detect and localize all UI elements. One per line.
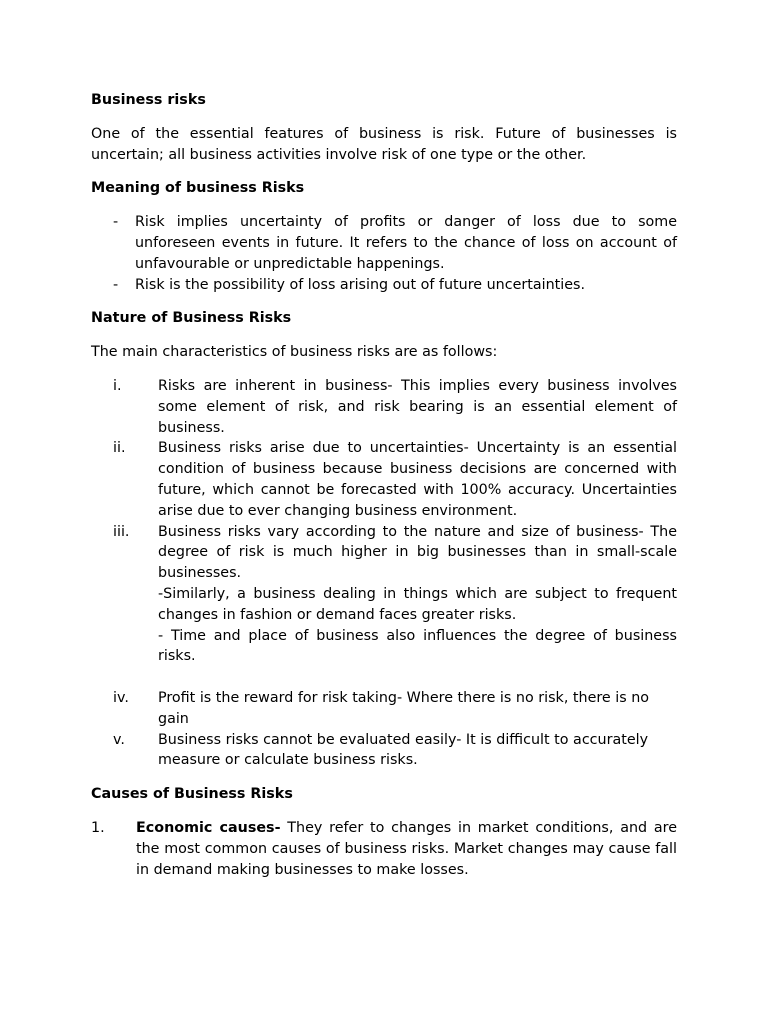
- heading-meaning: Meaning of business Risks: [91, 180, 305, 197]
- list-item: [91, 376, 677, 438]
- list-item-body: [136, 818, 677, 880]
- roman-numeral: ii.: [113, 440, 126, 457]
- document-body: [91, 90, 677, 880]
- cause-title: Economic causes-: [136, 819, 281, 836]
- roman-numeral: i.: [113, 377, 122, 394]
- intro-paragraph: One of the essential features of business is risk. Future of businesses is uncertain; all business activities involve risk of one type or the other.: [91, 125, 677, 163]
- heading-business-risks: Business risks: [91, 92, 206, 108]
- roman-numeral: iv.: [113, 689, 129, 706]
- list-item-subpoint: -Similarly, a business dealing in things which are subject to frequent changes in fashion or demand faces greater risks.: [158, 585, 677, 623]
- list-item-subpoint: - Time and place of business also influences the degree of business risks.: [158, 627, 677, 665]
- list-item-text: Business risks arise due to uncertainties- Uncertainty is an essential condition of business because business decisions are concerned with future, which cannot be forecasted with 100% accuracy. Uncertainties arise due to ever changing business environment.: [158, 440, 677, 519]
- roman-numeral: v.: [113, 731, 125, 748]
- list-item-text: Risks are inherent in business- This implies every business involves some element of risk, and risk bearing is an essential element of business.: [158, 377, 677, 436]
- heading-causes: Causes of Business Risks: [91, 786, 293, 803]
- nature-list: [91, 376, 677, 771]
- roman-numeral: iii.: [113, 523, 130, 540]
- cause-description: They refer to changes in market conditions, and are the most common causes of business risks. Market changes may cause fall in demand making businesses to make losses.: [136, 819, 678, 878]
- list-item-text: Business risks vary according to the nature and size of business- The degree of risk is much higher in big businesses than in small-scale businesses.: [158, 523, 677, 582]
- list-item-text: Profit is the reward for risk taking- Where there is no risk, there is no gain: [158, 689, 650, 727]
- list-item: [91, 688, 677, 730]
- list-item: [91, 438, 677, 521]
- list-item: [91, 275, 677, 296]
- causes-list: [91, 818, 677, 880]
- list-item: [91, 212, 677, 274]
- heading-nature: Nature of Business Risks: [91, 310, 292, 327]
- list-item: [91, 730, 677, 772]
- list-number: 1.: [91, 819, 105, 836]
- list-item: [91, 522, 677, 668]
- bullet-dash: -: [113, 276, 119, 293]
- list-item-text: Business risks cannot be evaluated easily- It is difficult to accurately measure or calculate business risks.: [158, 731, 649, 769]
- nature-intro: The main characteristics of business risks are as follows:: [91, 344, 498, 361]
- list-item-body: [158, 522, 677, 668]
- list-item: [91, 818, 677, 880]
- list-item-text: Risk is the possibility of loss arising out of future uncertainties.: [135, 276, 586, 293]
- meaning-list: [91, 212, 677, 295]
- list-item-text: Risk implies uncertainty of profits or danger of loss due to some unforeseen events in future. It refers to the chance of loss on account of unfavourable or unpredictable happenings.: [135, 214, 677, 272]
- bullet-dash: -: [113, 214, 119, 231]
